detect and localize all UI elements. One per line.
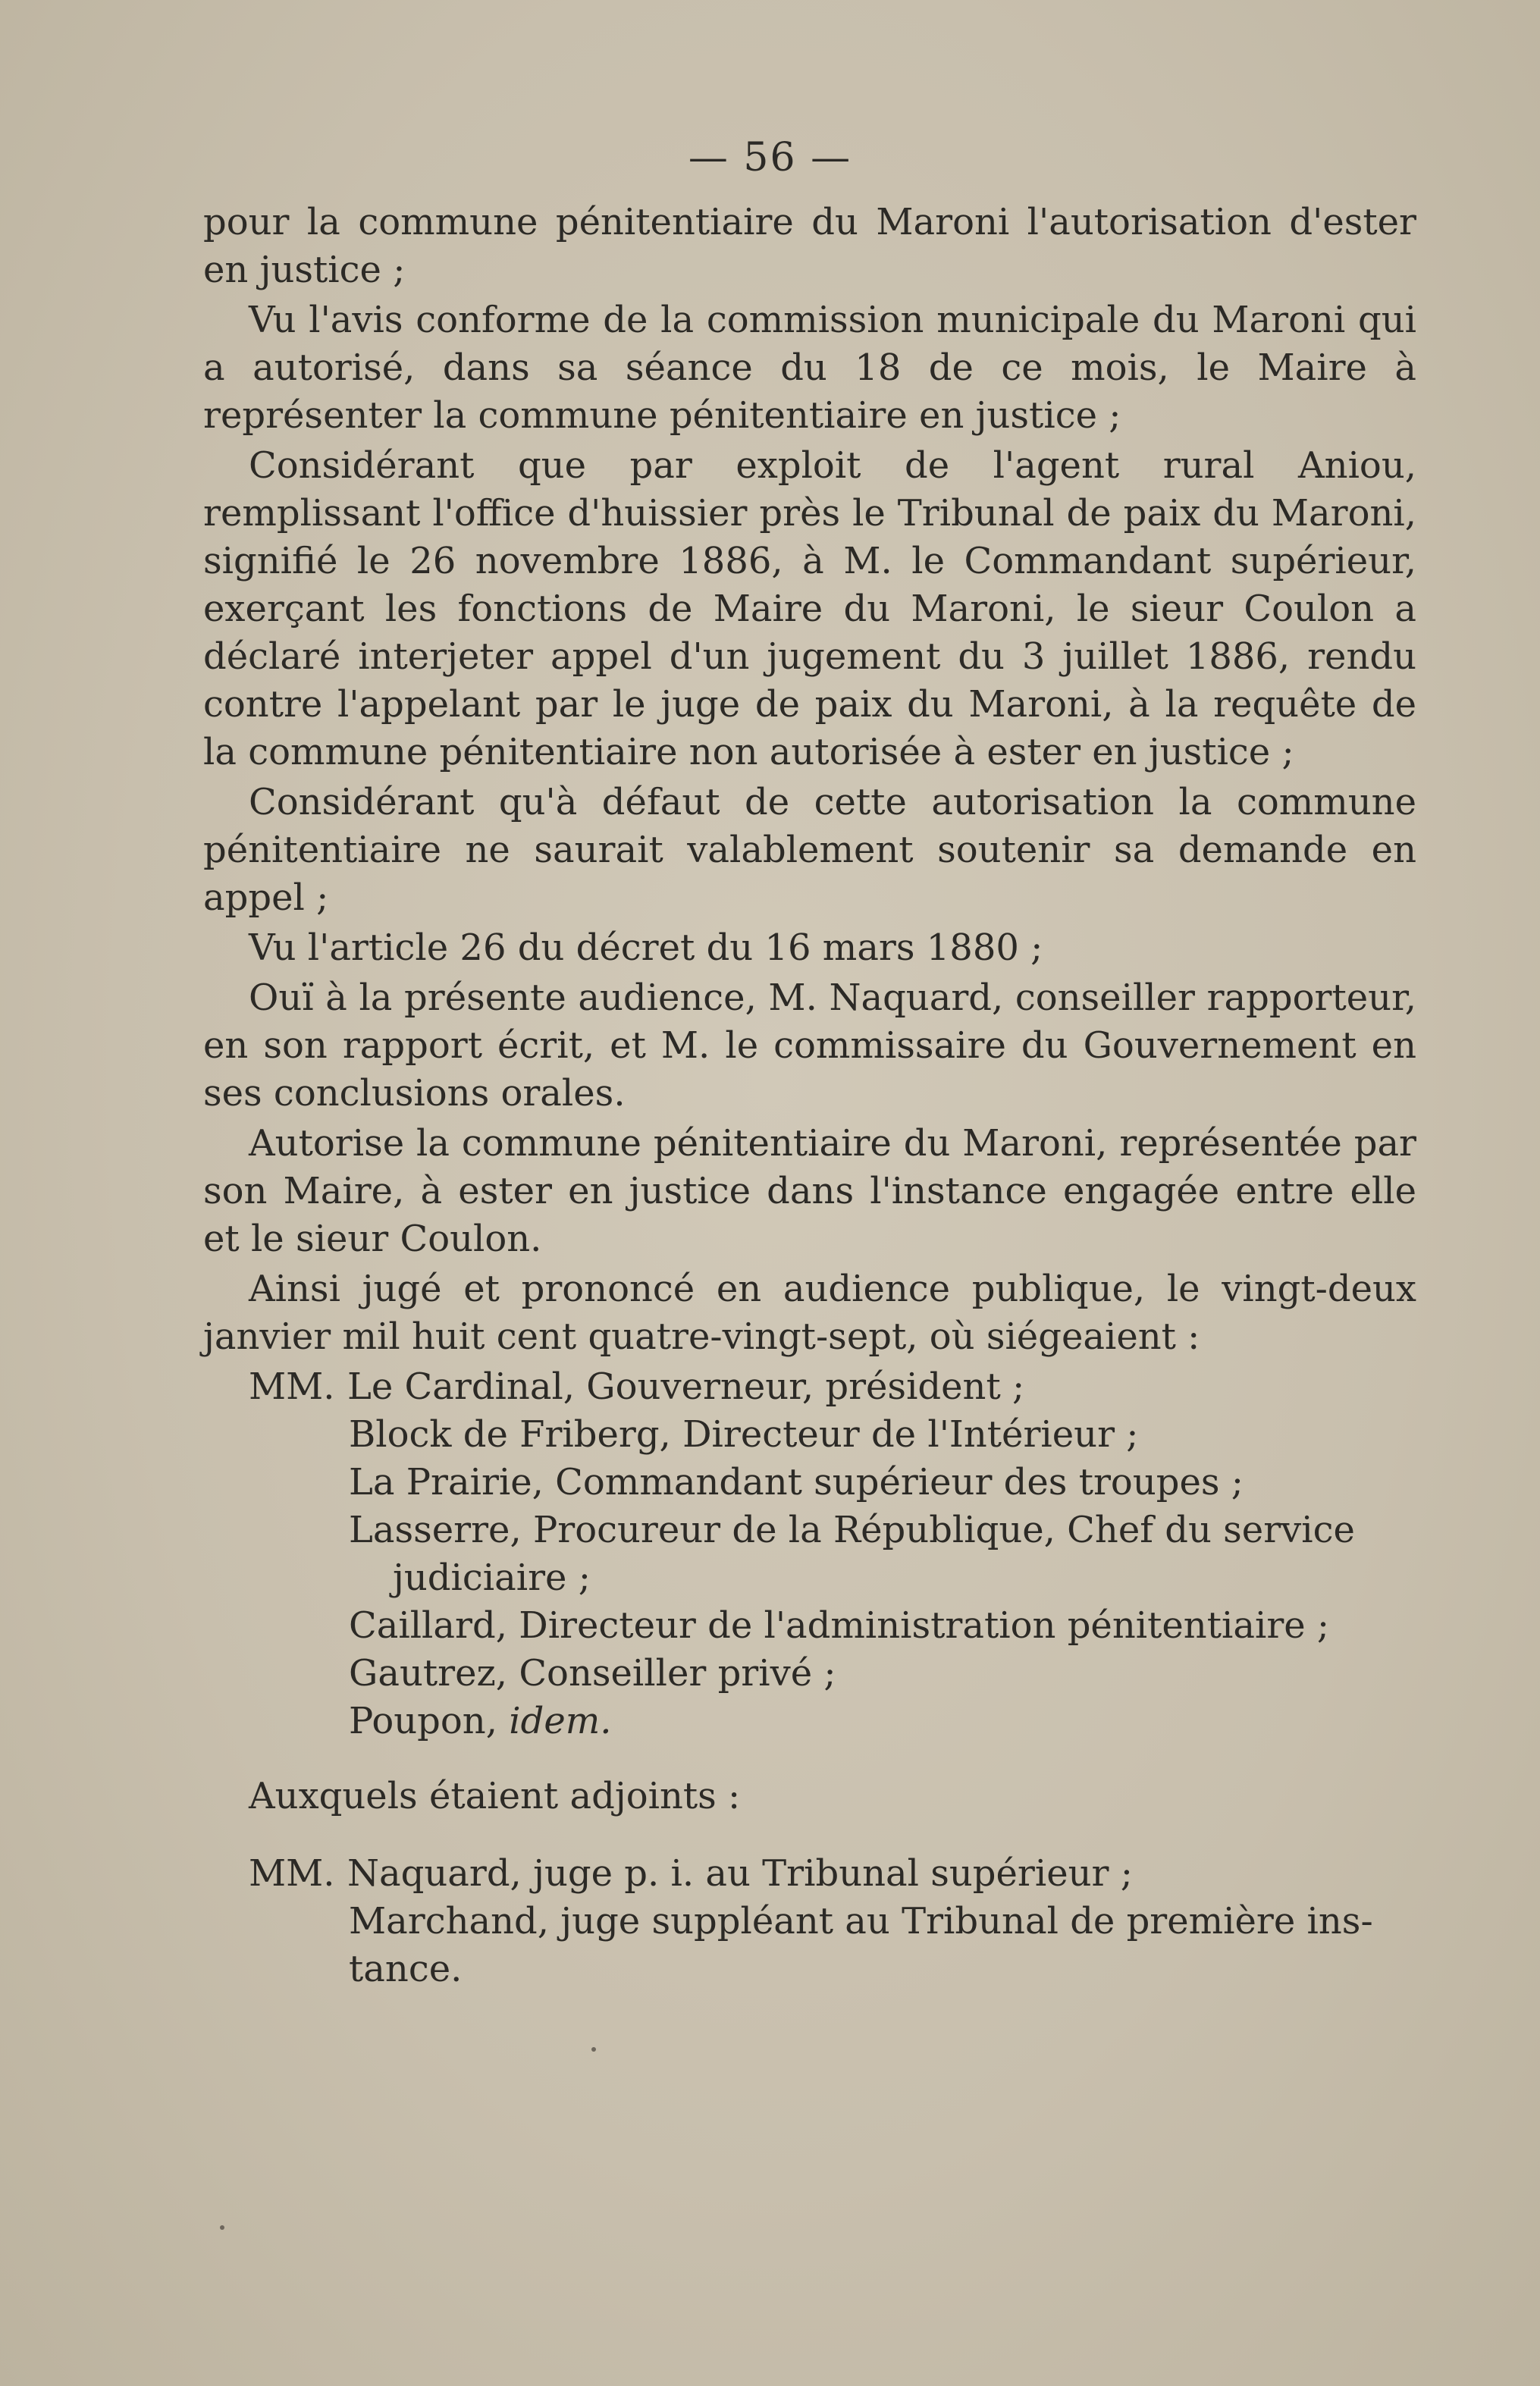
page-number: — 56 — [688, 135, 852, 180]
paper-speck [591, 2047, 596, 2052]
paper-speck [220, 2225, 224, 2230]
member-entry: Caillard, Directeur de l'administration pénitentiaire ; [349, 1604, 1330, 1647]
adjoints-list [203, 1850, 1416, 1993]
paragraph: Ouï à la présente audience, M. Naquard, conseiller rapporteur, en son rapport écrit, et M. le commissaire du Gouvernement en ses conclusions orales. [203, 977, 1416, 1115]
paragraph: Vu l'article 26 du décret du 16 mars 1880 ; [249, 926, 1043, 969]
member-entry: Block de Friberg, Directeur de l'Intérieur ; [349, 1413, 1139, 1456]
mm-prefix: MM. [249, 1365, 335, 1408]
member-entry: La Prairie, Commandant supérieur des troupes ; [349, 1461, 1244, 1503]
member-row [203, 1363, 1416, 1411]
members-list [203, 1363, 1416, 1745]
member-name: Poupon, [349, 1700, 497, 1742]
paragraph: Considérant qu'à défaut de cette autorisation la commune pénitentiaire ne saurait valablement soutenir sa demande en appel ; [203, 781, 1416, 919]
adjoint-row [203, 1850, 1416, 1898]
member-entry [203, 1698, 1416, 1745]
paragraph: Vu l'avis conforme de la commission municipale du Maroni qui a autorisé, dans sa séance du 18 de ce mois, le Maire à représenter la commune pénitentiaire en justice ; [203, 299, 1416, 437]
adjoint-entry: Marchand, juge suppléant au Tribunal de première ins- [349, 1900, 1373, 1942]
spacer [203, 1745, 1416, 1773]
adjoint-entry: Naquard, juge p. i. au Tribunal supérieur ; [347, 1852, 1133, 1895]
paragraph: Autorise la commune pénitentiaire du Maroni, représentée par son Maire, à ester en justice dans l'instance engagée entre elle et le sieur Coulon. [203, 1122, 1416, 1260]
member-entry: Le Cardinal, Gouverneur, président ; [347, 1365, 1025, 1408]
body-text [203, 199, 1416, 1993]
mm-prefix: MM. [249, 1852, 335, 1895]
paragraph: pour la commune pénitentiaire du Maroni l'autorisation d'ester en justice ; [203, 201, 1416, 291]
paragraph: Ainsi jugé et prononcé en audience publique, le vingt-deux janvier mil huit cent quatre-vingt-sept, où siégeaient : [203, 1268, 1416, 1358]
paragraph: Considérant que par exploit de l'agent rural Aniou, remplissant l'office d'huissier près le Tribunal de paix du Maroni, signifié le 26 novembre 1886, à M. le Commandant supérieur, exerçant les fonctions de Maire du Maroni, le sieur Coulon a déclaré interjeter appel d'un jugement du 3 juillet 1886, rendu contre l'appelant par le juge de paix du Maroni, à la requête de la commune pénitentiaire non autorisée à ester en justice ; [203, 444, 1416, 773]
member-entry: Gautrez, Conseiller privé ; [349, 1652, 836, 1695]
member-entry-continuation: judiciaire ; [393, 1557, 591, 1599]
member-entry: Lasserre, Procureur de la République, Chef du service [349, 1509, 1355, 1551]
member-idem: idem. [509, 1700, 612, 1742]
adjoints-intro: Auxquels étaient adjoints : [249, 1775, 741, 1817]
adjoint-entry-continuation: tance. [349, 1948, 463, 1990]
spacer [203, 1823, 1416, 1850]
